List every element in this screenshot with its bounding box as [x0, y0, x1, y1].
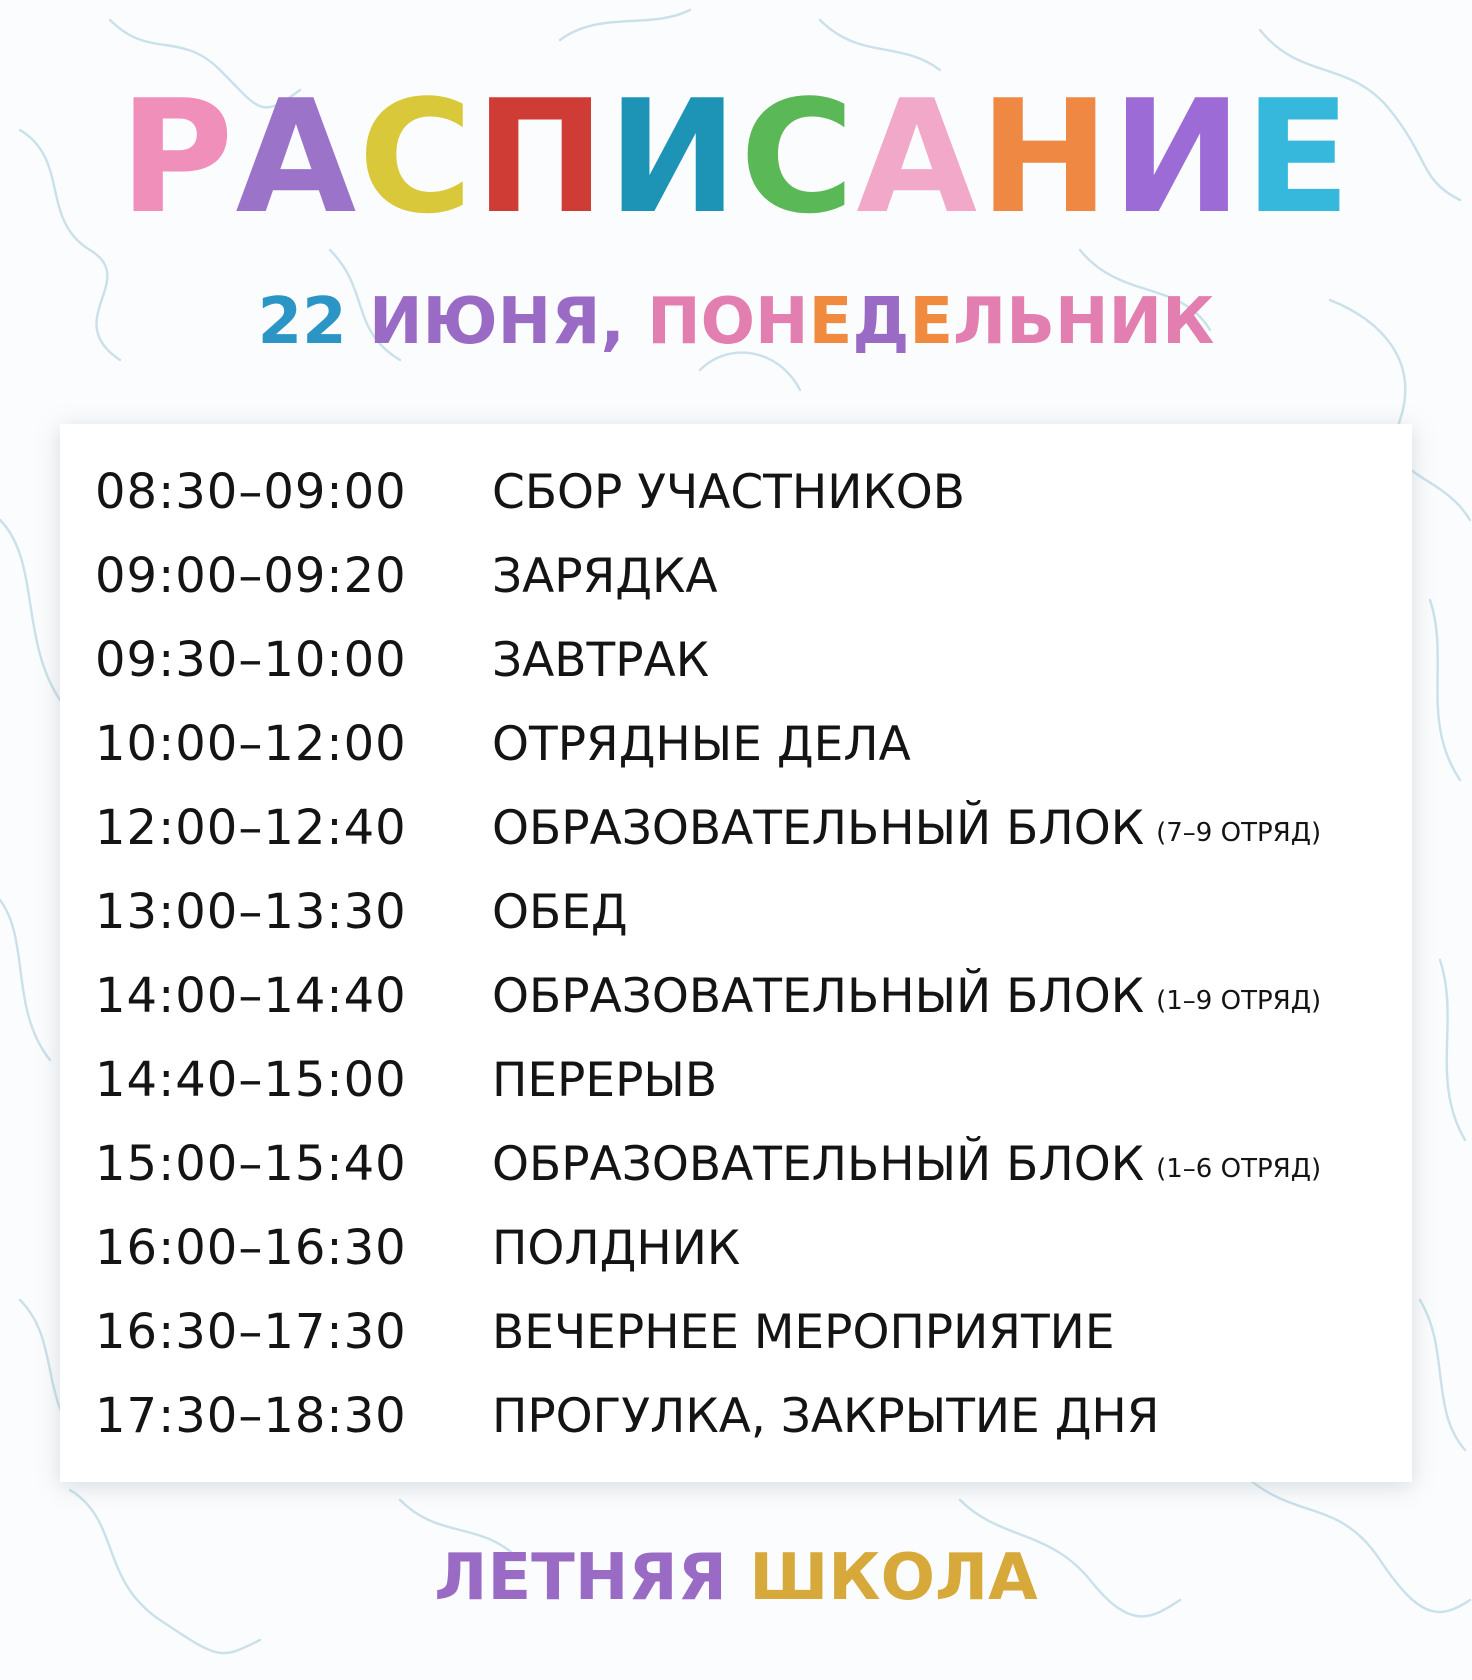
title-letter: Н — [979, 66, 1112, 248]
title-letter: Р — [119, 66, 236, 248]
event-name: ПЕРЕРЫВ — [492, 1052, 718, 1108]
event-note: (1–6 ОТРЯД) — [1156, 1153, 1322, 1184]
schedule-row — [60, 954, 1412, 1038]
event-name: ОБРАЗОВАТЕЛЬНЫЙ БЛОК (7–9 ОТРЯД) — [492, 800, 1322, 856]
title-letter: С — [739, 66, 857, 248]
event-name: ВЕЧЕРНЕЕ МЕРОПРИЯТИЕ — [492, 1304, 1115, 1360]
schedule-row — [60, 870, 1412, 954]
event-name: ОБРАЗОВАТЕЛЬНЫЙ БЛОК (1–9 ОТРЯД) — [492, 968, 1322, 1024]
schedule-card — [60, 424, 1412, 1482]
time-range: 10:00–12:00 — [95, 716, 407, 772]
time-range: 14:40–15:00 — [95, 1052, 407, 1108]
schedule-row — [60, 1206, 1412, 1290]
title-letter: С — [358, 66, 475, 248]
time-range: 08:30–09:00 — [95, 464, 407, 520]
time-range: 16:00–16:30 — [95, 1220, 407, 1276]
time-range: 15:00–15:40 — [95, 1136, 407, 1192]
footer-part: ЛЕТНЯЯ — [434, 1541, 750, 1615]
event-note: (7–9 ОТРЯД) — [1156, 817, 1322, 848]
schedule-row — [60, 1038, 1412, 1122]
schedule-row — [60, 1374, 1412, 1458]
schedule-row — [60, 534, 1412, 618]
subtitle-part: 22 — [257, 285, 369, 359]
event-name: ЗАРЯДКА — [492, 548, 718, 604]
title-letter: А — [856, 66, 980, 248]
subtitle-part: ИЮНЯ, — [368, 285, 648, 359]
schedule-row — [60, 1122, 1412, 1206]
subtitle-part: Е — [909, 285, 954, 359]
event-name: ЗАВТРАК — [492, 632, 710, 688]
schedule-row — [60, 618, 1412, 702]
time-range: 16:30–17:30 — [95, 1304, 407, 1360]
event-name: ПОЛДНИК — [492, 1220, 741, 1276]
time-range: 09:00–09:20 — [95, 548, 407, 604]
subtitle-part: ПОН — [647, 285, 809, 359]
subtitle-part: Д — [852, 285, 910, 359]
subtitle-part: ЛЬНИК — [953, 285, 1215, 359]
title-letter: И — [607, 66, 740, 248]
event-note: (1–9 ОТРЯД) — [1156, 985, 1322, 1016]
event-name: ОБРАЗОВАТЕЛЬНЫЙ БЛОК (1–6 ОТРЯД) — [492, 1136, 1322, 1192]
page-title — [0, 62, 1472, 252]
title-letter: Е — [1244, 66, 1353, 248]
time-range: 17:30–18:30 — [95, 1388, 407, 1444]
footer-part: ШКОЛА — [749, 1541, 1038, 1615]
footer-logo-text — [0, 1538, 1472, 1618]
schedule-row — [60, 1290, 1412, 1374]
schedule-row — [60, 786, 1412, 870]
time-range: 09:30–10:00 — [95, 632, 407, 688]
subtitle-part: Е — [808, 285, 853, 359]
time-range: 12:00–12:40 — [95, 800, 407, 856]
schedule-row — [60, 450, 1412, 534]
event-name: ПРОГУЛКА, ЗАКРЫТИЕ ДНЯ — [492, 1388, 1160, 1444]
event-name: ОТРЯДНЫЕ ДЕЛА — [492, 716, 911, 772]
time-range: 13:00–13:30 — [95, 884, 407, 940]
event-name: СБОР УЧАСТНИКОВ — [492, 464, 965, 520]
schedule-row — [60, 702, 1412, 786]
title-letter: П — [474, 66, 608, 248]
time-range: 14:00–14:40 — [95, 968, 407, 1024]
title-letter: А — [235, 66, 359, 248]
event-name: ОБЕД — [492, 884, 628, 940]
date-subtitle — [0, 282, 1472, 362]
title-letter: И — [1111, 66, 1245, 248]
